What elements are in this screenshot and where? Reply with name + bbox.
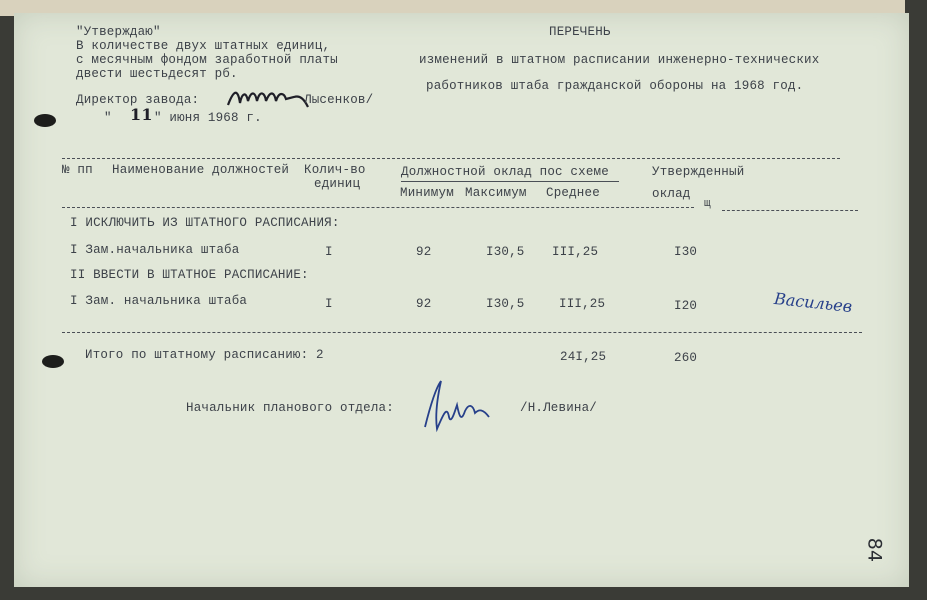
salary-underline <box>401 181 619 182</box>
row2-count: I <box>325 297 333 311</box>
table-bottom-rule <box>62 332 862 333</box>
col-header-count-2: единиц <box>314 177 361 191</box>
footer-name: /Н.Левина/ <box>520 401 598 415</box>
col-header-salary: Должностной оклад пос схеме <box>401 165 609 179</box>
approval-line-1: В количестве двух штатных единиц, <box>76 39 331 53</box>
row1-min: 92 <box>416 245 432 259</box>
heading-line-2: работников штаба гражданской обороны на 1968 год. <box>426 79 804 93</box>
row1-max: I30,5 <box>486 245 525 259</box>
approval-line-3: двести шестьдесят рб. <box>76 67 238 81</box>
col-header-name: Наименование должностей <box>112 163 290 177</box>
col-header-number: № пп <box>62 163 93 177</box>
col-header-approved-mark: щ <box>704 198 711 210</box>
approval-title: "Утверждаю" <box>76 25 161 39</box>
document-sheet <box>14 13 909 587</box>
row1-avg: III,25 <box>552 245 599 259</box>
row1-count: I <box>325 245 333 259</box>
row2-avg: III,25 <box>559 297 606 311</box>
col-header-count-1: Колич-во <box>304 163 366 177</box>
col-header-min: Минимум <box>400 186 454 200</box>
director-signature <box>224 83 314 113</box>
row1-approved: I30 <box>674 245 698 259</box>
row2-min: 92 <box>416 297 432 311</box>
total-avg: 24I,25 <box>560 350 607 364</box>
col-header-avg: Среднее <box>546 186 600 200</box>
col-header-approved-2: оклад <box>652 187 691 201</box>
date-day-handwritten: 11 <box>130 105 153 124</box>
date-rest: " июня 1968 г. <box>154 111 262 125</box>
table-header-rule <box>62 207 694 208</box>
col-header-max: Максимум <box>465 186 527 200</box>
margin-handwritten-note: Васильев <box>773 288 854 317</box>
sheet-number: 84 <box>863 537 886 563</box>
col-header-approved-1: Утвержденный <box>652 165 745 179</box>
document-title: ПЕРЕЧЕНЬ <box>549 25 611 39</box>
binder-hole-bottom <box>42 355 64 368</box>
director-label: Директор завода: <box>76 93 200 107</box>
row1-name: I Зам.начальника штаба <box>70 243 240 257</box>
total-label: Итого по штатному расписанию: 2 <box>85 348 324 362</box>
approval-line-2: с месячным фондом заработной платы <box>76 53 338 67</box>
planning-head-signature <box>419 375 497 433</box>
heading-line-1: изменений в штатном расписании инженерно-технических <box>419 53 820 67</box>
section-exclude: I ИСКЛЮЧИТЬ ИЗ ШТАТНОГО РАСПИСАНИЯ: <box>70 216 340 230</box>
director-name: Лысенков/ <box>304 93 374 107</box>
section-add: II ВВЕСТИ В ШТАТНОЕ РАСПИСАНИЕ: <box>70 268 309 282</box>
total-approved: 260 <box>674 351 698 365</box>
table-top-rule <box>62 158 840 159</box>
row2-approved: I20 <box>674 299 698 313</box>
row2-max: I30,5 <box>486 297 525 311</box>
table-header-rule-right <box>722 210 858 211</box>
footer-label: Начальник планового отдела: <box>186 401 394 415</box>
date-quote-open: " <box>104 111 112 125</box>
row2-name: I Зам. начальника штаба <box>70 294 248 308</box>
binder-hole-top <box>34 114 56 127</box>
